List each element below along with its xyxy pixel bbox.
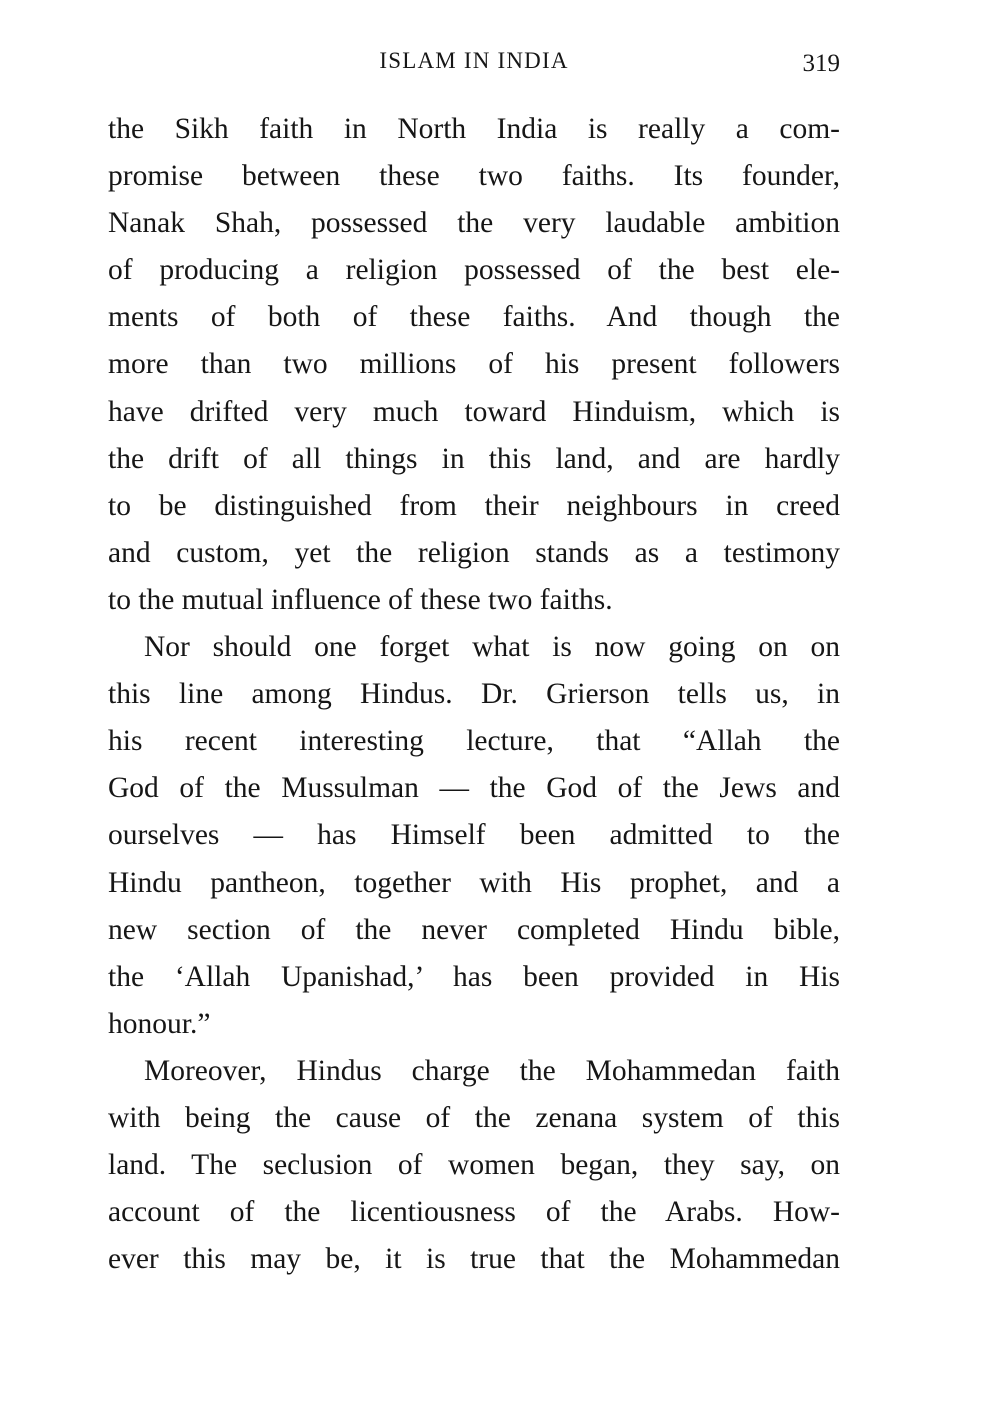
text-line: ourselves — has Himself been admitted to the	[108, 819, 840, 852]
running-head	[108, 48, 840, 82]
text-line: and custom, yet the religion stands as a testimony	[108, 536, 840, 569]
text-line: of producing a religion possessed of the best ele-	[108, 254, 840, 287]
paragraph-3	[108, 1048, 840, 1283]
running-title: ISLAM IN INDIA	[379, 48, 569, 73]
text-line: Nor should one forget what is now going on on	[144, 631, 840, 664]
paragraph-1	[108, 106, 840, 624]
text-line: Hindu pantheon, together with His prophet, and a	[108, 866, 840, 899]
text-line: have drifted very much toward Hinduism, which is	[108, 395, 840, 428]
paragraph-2	[108, 624, 840, 1048]
text-line: the ‘Allah Upanishad,’ has been provided in His	[108, 960, 840, 993]
text-line: land. The seclusion of women began, they say, on	[108, 1149, 840, 1182]
text-line: new section of the never completed Hindu bible,	[108, 913, 840, 946]
text-line: to the mutual influence of these two faiths.	[108, 583, 613, 616]
page-number: 319	[802, 50, 840, 77]
text-line: this line among Hindus. Dr. Grierson tells us, in	[108, 678, 840, 711]
body-text	[108, 106, 840, 1283]
text-line: with being the cause of the zenana system of this	[108, 1101, 840, 1134]
text-line: the drift of all things in this land, and are hardly	[108, 442, 840, 475]
text-line: ments of both of these faiths. And though the	[108, 301, 840, 334]
text-line: honour.”	[108, 1007, 211, 1040]
text-line: Nanak Shah, possessed the very laudable ambition	[108, 207, 840, 240]
text-line: account of the licentiousness of the Arabs. How-	[108, 1196, 840, 1229]
text-line: his recent interesting lecture, that “Allah the	[108, 725, 840, 758]
text-line: Moreover, Hindus charge the Mohammedan faith	[144, 1054, 840, 1087]
text-line: to be distinguished from their neighbours in creed	[108, 489, 840, 522]
text-line: more than two millions of his present followers	[108, 348, 840, 381]
text-line: promise between these two faiths. Its founder,	[108, 160, 840, 193]
text-line: ever this may be, it is true that the Mohammedan	[108, 1243, 840, 1276]
text-line: God of the Mussulman — the God of the Jews and	[108, 772, 840, 805]
text-line: the Sikh faith in North India is really a com-	[108, 113, 840, 145]
